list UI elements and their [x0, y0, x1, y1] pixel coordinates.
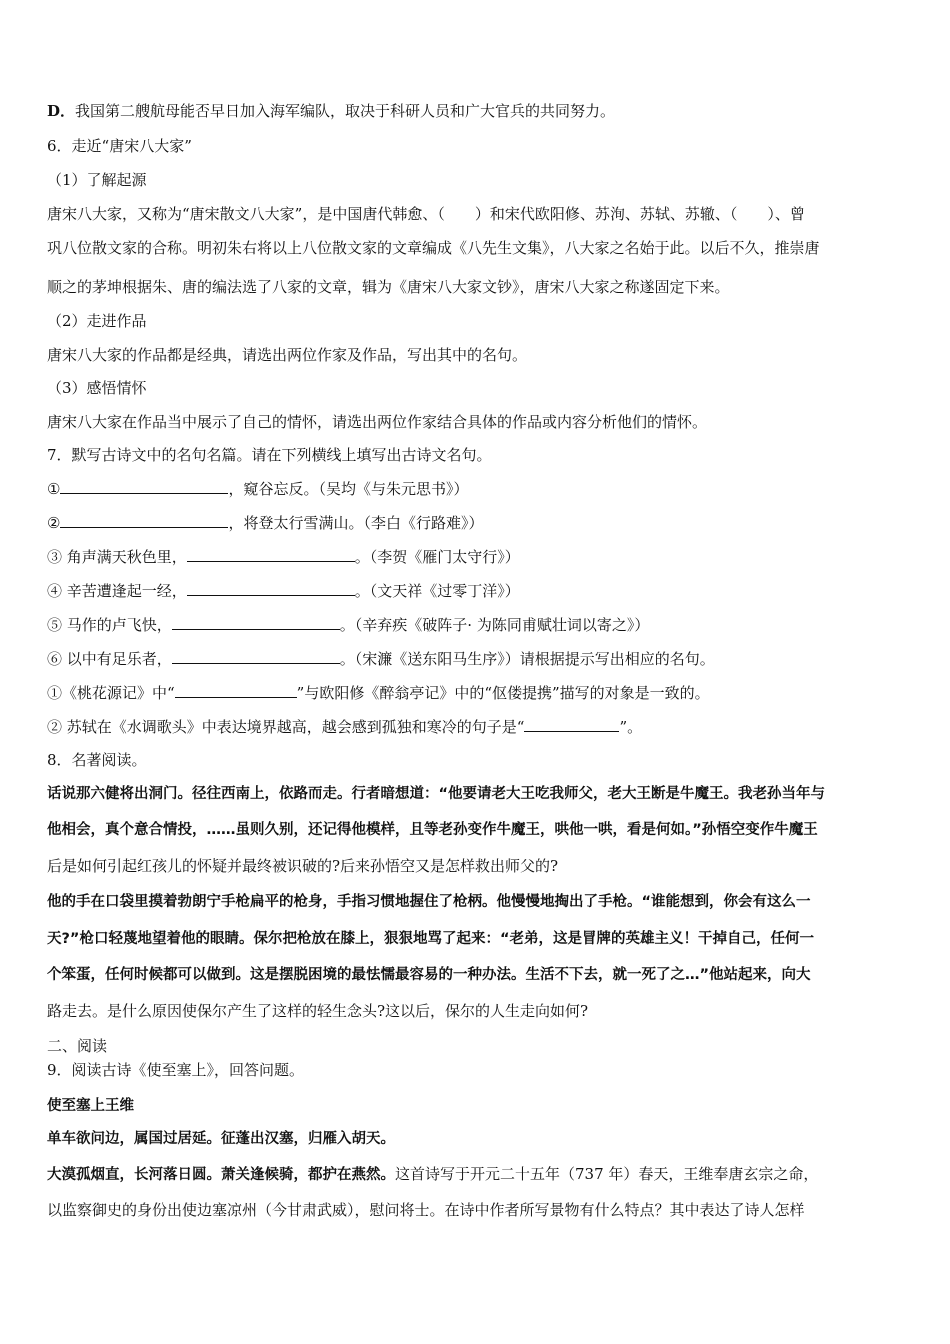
q7-item-5 [47, 614, 649, 635]
option-d-text: 我国第二艘航母能否早日加入海军编队，取决于科研人员和广大官兵的共同努力。 [75, 102, 616, 120]
poem-line2-and-intro [47, 1164, 818, 1185]
q7-item-3-source: 。（李贺《雁门太守行》） [354, 548, 520, 566]
q7-item-6-source: 。（宋濂《送东阳马生序》）请根据提示写出相应的名句。 [339, 650, 715, 668]
q8-passage1-question: 后是如何引起红孩儿的怀疑并最终被识破的?后来孙悟空又是怎样救出师父的? [47, 857, 559, 875]
question-7-title: 7．默写古诗文中的名句名篇。请在下列横线上填写出古诗文名句。 [47, 446, 492, 464]
q7-item-2 [47, 512, 483, 533]
answer-blank[interactable] [187, 580, 355, 596]
q6-part1-heading: （1）了解起源 [47, 171, 147, 189]
answer-blank[interactable] [187, 546, 355, 562]
q7-item-5-source: 。（辛弃疾《破阵子· 为陈同甫赋壮词以寄之》） [339, 616, 650, 634]
answer-blank[interactable] [524, 716, 619, 732]
q8-passage2-line3: 个笨蛋，任何时候都可以做到。这是摆脱困境的最怯懦最容易的一种办法。生活不下去，就一死了之…”他站起来，向大 [47, 967, 811, 983]
question-8-title: 8．名著阅读。 [47, 751, 147, 769]
answer-blank[interactable] [60, 478, 228, 494]
q7-item-3 [47, 546, 520, 567]
q8-passage2-question: 路走去。是什么原因使保尔产生了这样的轻生念头?这以后，保尔的人生走向如何? [47, 1002, 589, 1020]
question-6-title: 6．走近“唐宋八大家” [47, 137, 192, 155]
q6-part1-line2: 巩八位散文家的合称。明初朱右将以上八位散文家的文章编成《八先生文集》，八大家之名始于此。以后不久，推崇唐 [47, 239, 820, 257]
poem-question: 以监察御史的身份出使边塞凉州（今甘肃武威），慰问将士。在诗中作者所写景物有什么特点？其中表达了诗人怎样 [47, 1201, 805, 1219]
q7-item-3-text: ③ 角声满天秋色里， [47, 548, 187, 566]
poem-line1: 单车欲问边，属国过居延。征蓬出汉塞，归雁入胡天。 [47, 1131, 395, 1147]
option-d-label: D． [47, 102, 76, 120]
q7-item-1-num: ① [47, 480, 61, 498]
answer-blank[interactable] [172, 614, 340, 630]
poem-intro: 这首诗写于开元二十五年（737 年）春天，王维奉唐玄宗之命， [395, 1165, 819, 1183]
q7-item-6-text: ⑥ 以中有足乐者， [47, 650, 172, 668]
q7-sub-2-text: ② 苏轼在《水调歌头》中表达境界越高，越会感到孤独和寒冷的句子是“ [47, 718, 525, 736]
q8-passage1-line1: 话说那六健将出洞门。径往西南上，依路而走。行者暗想道：“他要请老大王吃我师父，老大王断是牛魔王。我老孙当年与 [47, 786, 826, 802]
q7-item-2-text: ，将登太行雪满山。（李白《行路难》） [228, 514, 484, 532]
question-9-title: 9．阅读古诗《使至塞上》，回答问题。 [47, 1061, 305, 1079]
q6-part2-heading: （2）走进作品 [47, 312, 147, 330]
q7-item-4 [47, 580, 520, 601]
q6-part3-heading: （3）感悟情怀 [47, 379, 147, 397]
q7-item-6 [47, 648, 715, 669]
q8-passage2-line1: 他的手在口袋里摸着勃朗宁手枪扁平的枪身，手指习惯地握住了枪柄。他慢慢地掏出了手枪。“谁能想到，你会有这么一 [47, 894, 811, 910]
q7-item-1-text: ，窥谷忘反。（吴均《与朱元思书》） [228, 480, 469, 498]
answer-blank[interactable] [172, 648, 340, 664]
q7-item-2-num: ② [47, 514, 61, 532]
option-d [47, 101, 615, 121]
q7-sub-2-rest: ”。 [619, 718, 643, 736]
q6-part3-text: 唐宋八大家在作品当中展示了自己的情怀，请选出两位作家结合具体的作品或内容分析他们的情怀。 [47, 413, 708, 431]
poem-title: 使至塞上王维 [47, 1098, 134, 1114]
q7-item-5-text: ⑤ 马作的卢飞快， [47, 616, 172, 634]
q8-passage2-line2: 天?”枪口轻蔑地望着他的眼睛。保尔把枪放在膝上，狠狠地骂了起来：“老弟，这是冒牌的英雄主义！干掉自己，任何一 [47, 931, 814, 947]
q6-part2-text: 唐宋八大家的作品都是经典，请选出两位作家及作品，写出其中的名句。 [47, 346, 528, 364]
q7-item-4-source: 。（文天祥《过零丁洋》） [354, 582, 520, 600]
q8-passage1-line2: 他相会，真个意合情投，……虽则久别，还记得他模样，且等老孙变作牛魔王，哄他一哄，看是何如。”孙悟空变作牛魔王 [47, 822, 818, 838]
section-2-title: 二、阅读 [47, 1037, 108, 1055]
q7-item-1 [47, 478, 468, 499]
q7-sub-1-text: ①《桃花源记》中“ [47, 684, 175, 702]
answer-blank[interactable] [60, 512, 228, 528]
q7-sub-1 [47, 682, 710, 703]
q7-item-4-text: ④ 辛苦遭逢起一经， [47, 582, 187, 600]
q6-part1-line1: 唐宋八大家，又称为“唐宋散文八大家”，是中国唐代韩愈、（ ）和宋代欧阳修、苏洵、苏轼、苏辙、（ ）、曾 [47, 205, 805, 223]
q7-sub-1-rest: ”与欧阳修《醉翁亭记》中的“伛偻提携”描写的对象是一致的。 [296, 684, 710, 702]
q6-part1-line3: 顺之的茅坤根据朱、唐的编法选了八家的文章，辑为《唐宋八大家文钞》，唐宋八大家之称遂固定下来。 [47, 278, 730, 296]
answer-blank[interactable] [175, 682, 297, 698]
poem-line2: 大漠孤烟直，长河落日圆。萧关逢候骑，都护在燕然。 [47, 1167, 395, 1183]
q7-sub-2 [47, 716, 642, 737]
